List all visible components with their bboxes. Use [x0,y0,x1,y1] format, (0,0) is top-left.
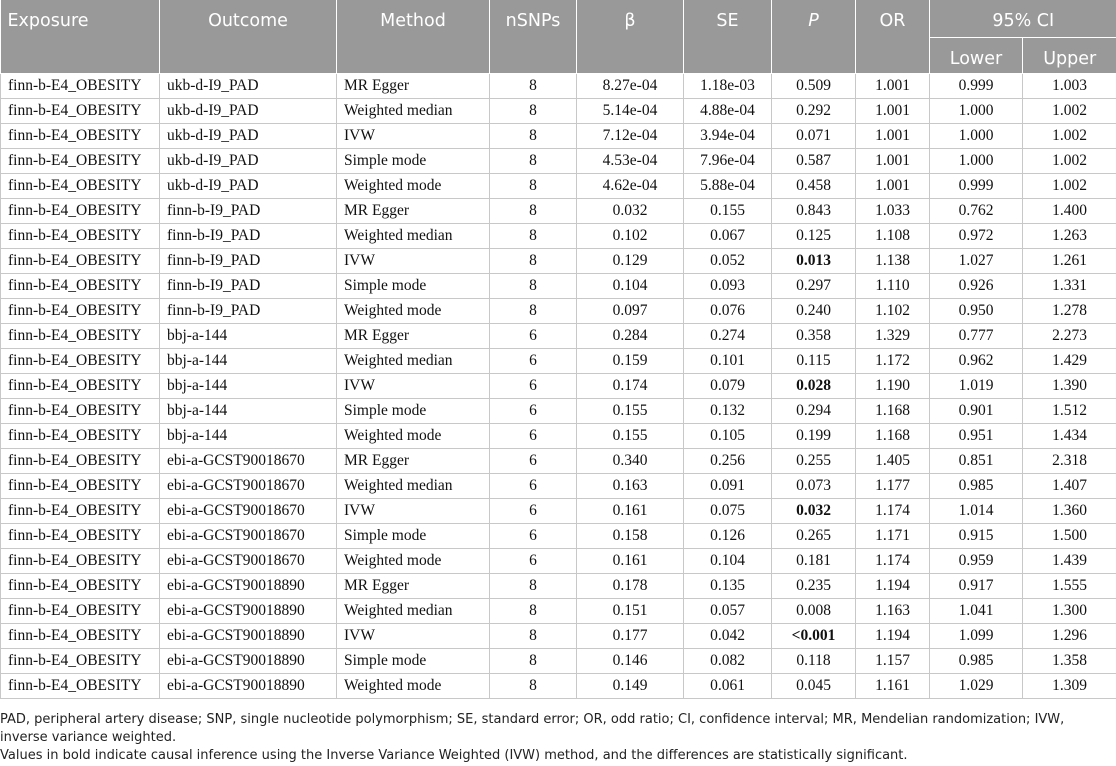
header-p: P [772,0,856,74]
cell-outcome: ebi-a-GCST90018890 [160,599,337,624]
cell-nsnps: 8 [490,174,577,199]
cell-nsnps: 6 [490,474,577,499]
cell-outcome: ebi-a-GCST90018890 [160,624,337,649]
cell-exposure: finn-b-E4_OBESITY [1,124,160,149]
cell-exposure: finn-b-E4_OBESITY [1,174,160,199]
header-se: SE [684,0,772,74]
cell-beta: 0.151 [577,599,684,624]
cell-exposure: finn-b-E4_OBESITY [1,374,160,399]
cell-method: Weighted median [337,599,490,624]
table-row [1,224,1116,249]
cell-lower: 0.926 [930,274,1023,299]
cell-nsnps: 8 [490,124,577,149]
cell-method: MR Egger [337,74,490,99]
table-row [1,674,1116,699]
cell-exposure: finn-b-E4_OBESITY [1,449,160,474]
table-row [1,549,1116,574]
cell-lower: 0.950 [930,299,1023,324]
cell-outcome: finn-b-I9_PAD [160,249,337,274]
cell-upper: 1.002 [1023,124,1116,149]
cell-upper: 1.300 [1023,599,1116,624]
cell-beta: 0.159 [577,349,684,374]
cell-or: 1.110 [856,274,930,299]
cell-outcome: finn-b-I9_PAD [160,274,337,299]
cell-nsnps: 8 [490,224,577,249]
cell-se: 0.082 [684,649,772,674]
cell-lower: 0.851 [930,449,1023,474]
cell-beta: 0.032 [577,199,684,224]
cell-p: 0.587 [772,149,856,174]
cell-beta: 0.129 [577,249,684,274]
cell-method: Weighted median [337,474,490,499]
cell-or: 1.168 [856,399,930,424]
header-exposure: Exposure [1,0,160,74]
cell-beta: 5.14e-04 [577,99,684,124]
cell-exposure: finn-b-E4_OBESITY [1,324,160,349]
cell-se: 0.042 [684,624,772,649]
cell-outcome: finn-b-I9_PAD [160,224,337,249]
cell-nsnps: 8 [490,99,577,124]
table-body [1,74,1116,699]
cell-lower: 1.027 [930,249,1023,274]
table-row [1,574,1116,599]
cell-p: 0.008 [772,599,856,624]
cell-or: 1.194 [856,624,930,649]
footnote-abbreviations: PAD, peripheral artery disease; SNP, single nucleotide polymorphism; SE, standard error; OR, odd ratio; CI, confidence interval; MR, Mendelian randomization; IVW, inverse variance weighted. [0,712,1065,745]
cell-upper: 1.261 [1023,249,1116,274]
cell-nsnps: 8 [490,199,577,224]
table-row [1,274,1116,299]
cell-lower: 0.917 [930,574,1023,599]
table-row [1,199,1116,224]
cell-method: IVW [337,499,490,524]
cell-lower: 0.915 [930,524,1023,549]
cell-upper: 1.500 [1023,524,1116,549]
cell-p: 0.255 [772,449,856,474]
cell-p: 0.032 [772,499,856,524]
cell-upper: 1.400 [1023,199,1116,224]
cell-se: 0.093 [684,274,772,299]
cell-nsnps: 8 [490,574,577,599]
cell-or: 1.172 [856,349,930,374]
cell-lower: 1.029 [930,674,1023,699]
header-ci-upper: Upper [1023,38,1116,74]
cell-beta: 0.340 [577,449,684,474]
table-row [1,474,1116,499]
cell-or: 1.001 [856,174,930,199]
cell-outcome: ebi-a-GCST90018670 [160,524,337,549]
cell-outcome: ebi-a-GCST90018670 [160,499,337,524]
cell-nsnps: 8 [490,649,577,674]
cell-p: 0.115 [772,349,856,374]
cell-or: 1.033 [856,199,930,224]
cell-or: 1.161 [856,674,930,699]
cell-lower: 1.014 [930,499,1023,524]
cell-method: IVW [337,624,490,649]
cell-beta: 0.102 [577,224,684,249]
table-row [1,449,1116,474]
cell-upper: 1.331 [1023,274,1116,299]
cell-upper: 1.003 [1023,74,1116,99]
cell-p: <0.001 [772,624,856,649]
cell-lower: 0.959 [930,549,1023,574]
cell-beta: 0.163 [577,474,684,499]
cell-p: 0.458 [772,174,856,199]
cell-beta: 0.174 [577,374,684,399]
cell-upper: 1.296 [1023,624,1116,649]
cell-or: 1.174 [856,499,930,524]
cell-se: 7.96e-04 [684,149,772,174]
cell-upper: 1.555 [1023,574,1116,599]
table-footnotes [0,711,1110,765]
cell-nsnps: 6 [490,399,577,424]
footnote-bold-note: Values in bold indicate causal inference using the Inverse Variance Weighted (IVW) method, and the differences are statistically significant. [0,748,908,763]
cell-outcome: bbj-a-144 [160,349,337,374]
cell-upper: 1.512 [1023,399,1116,424]
cell-or: 1.001 [856,124,930,149]
cell-p: 0.235 [772,574,856,599]
cell-upper: 1.002 [1023,174,1116,199]
cell-p: 0.125 [772,224,856,249]
cell-upper: 1.358 [1023,649,1116,674]
cell-se: 0.126 [684,524,772,549]
cell-nsnps: 8 [490,74,577,99]
cell-or: 1.138 [856,249,930,274]
cell-nsnps: 6 [490,549,577,574]
cell-lower: 0.951 [930,424,1023,449]
cell-p: 0.265 [772,524,856,549]
cell-lower: 1.000 [930,124,1023,149]
cell-beta: 0.161 [577,549,684,574]
cell-upper: 1.278 [1023,299,1116,324]
cell-method: Simple mode [337,274,490,299]
table-row [1,99,1116,124]
cell-or: 1.177 [856,474,930,499]
cell-upper: 1.439 [1023,549,1116,574]
cell-p: 0.292 [772,99,856,124]
cell-p: 0.297 [772,274,856,299]
cell-exposure: finn-b-E4_OBESITY [1,349,160,374]
cell-p: 0.118 [772,649,856,674]
cell-exposure: finn-b-E4_OBESITY [1,549,160,574]
cell-exposure: finn-b-E4_OBESITY [1,199,160,224]
cell-method: MR Egger [337,449,490,474]
cell-se: 0.101 [684,349,772,374]
cell-se: 0.075 [684,499,772,524]
cell-se: 0.067 [684,224,772,249]
cell-nsnps: 8 [490,599,577,624]
table-row [1,149,1116,174]
cell-outcome: finn-b-I9_PAD [160,299,337,324]
cell-exposure: finn-b-E4_OBESITY [1,399,160,424]
cell-outcome: ebi-a-GCST90018670 [160,474,337,499]
cell-or: 1.001 [856,149,930,174]
cell-upper: 2.273 [1023,324,1116,349]
table-row [1,424,1116,449]
cell-or: 1.329 [856,324,930,349]
cell-method: Weighted mode [337,299,490,324]
cell-upper: 1.360 [1023,499,1116,524]
cell-beta: 0.161 [577,499,684,524]
cell-method: Weighted median [337,349,490,374]
cell-nsnps: 8 [490,674,577,699]
cell-method: Simple mode [337,649,490,674]
cell-p: 0.181 [772,549,856,574]
cell-lower: 0.777 [930,324,1023,349]
cell-or: 1.174 [856,549,930,574]
cell-se: 1.18e-03 [684,74,772,99]
cell-nsnps: 8 [490,274,577,299]
cell-upper: 2.318 [1023,449,1116,474]
cell-lower: 0.962 [930,349,1023,374]
cell-outcome: ebi-a-GCST90018890 [160,649,337,674]
header-95ci: 95% CI [930,0,1116,38]
table-row [1,624,1116,649]
cell-lower: 1.000 [930,149,1023,174]
cell-lower: 1.019 [930,374,1023,399]
cell-lower: 1.099 [930,624,1023,649]
cell-se: 0.091 [684,474,772,499]
cell-method: Simple mode [337,399,490,424]
cell-lower: 0.972 [930,224,1023,249]
table-row [1,374,1116,399]
header-ci-lower: Lower [930,38,1023,74]
cell-method: IVW [337,249,490,274]
cell-beta: 7.12e-04 [577,124,684,149]
header-nsnps: nSNPs [490,0,577,74]
cell-p: 0.013 [772,249,856,274]
table-row [1,74,1116,99]
cell-method: MR Egger [337,199,490,224]
cell-se: 0.076 [684,299,772,324]
cell-se: 0.061 [684,674,772,699]
cell-se: 3.94e-04 [684,124,772,149]
cell-or: 1.157 [856,649,930,674]
cell-exposure: finn-b-E4_OBESITY [1,424,160,449]
cell-beta: 0.146 [577,649,684,674]
cell-upper: 1.002 [1023,99,1116,124]
cell-beta: 0.155 [577,424,684,449]
cell-exposure: finn-b-E4_OBESITY [1,624,160,649]
cell-exposure: finn-b-E4_OBESITY [1,299,160,324]
cell-p: 0.509 [772,74,856,99]
cell-se: 0.132 [684,399,772,424]
cell-se: 0.274 [684,324,772,349]
cell-exposure: finn-b-E4_OBESITY [1,149,160,174]
cell-lower: 0.985 [930,474,1023,499]
cell-outcome: ebi-a-GCST90018670 [160,449,337,474]
cell-se: 5.88e-04 [684,174,772,199]
cell-or: 1.171 [856,524,930,549]
cell-upper: 1.002 [1023,149,1116,174]
cell-method: IVW [337,124,490,149]
table-row [1,349,1116,374]
cell-outcome: bbj-a-144 [160,324,337,349]
cell-nsnps: 8 [490,299,577,324]
cell-or: 1.163 [856,599,930,624]
cell-exposure: finn-b-E4_OBESITY [1,274,160,299]
header-beta: β [577,0,684,74]
cell-exposure: finn-b-E4_OBESITY [1,224,160,249]
cell-beta: 0.284 [577,324,684,349]
cell-lower: 0.985 [930,649,1023,674]
cell-beta: 0.097 [577,299,684,324]
cell-beta: 0.178 [577,574,684,599]
cell-exposure: finn-b-E4_OBESITY [1,524,160,549]
cell-nsnps: 8 [490,149,577,174]
cell-beta: 0.155 [577,399,684,424]
cell-method: Weighted mode [337,174,490,199]
cell-method: MR Egger [337,324,490,349]
cell-outcome: bbj-a-144 [160,374,337,399]
header-method: Method [337,0,490,74]
header-or: OR [856,0,930,74]
cell-outcome: ebi-a-GCST90018890 [160,674,337,699]
cell-or: 1.108 [856,224,930,249]
cell-exposure: finn-b-E4_OBESITY [1,674,160,699]
cell-outcome: ukb-d-I9_PAD [160,74,337,99]
cell-lower: 1.000 [930,99,1023,124]
cell-outcome: ukb-d-I9_PAD [160,149,337,174]
cell-se: 0.052 [684,249,772,274]
cell-or: 1.194 [856,574,930,599]
cell-se: 0.104 [684,549,772,574]
cell-p: 0.028 [772,374,856,399]
cell-beta: 4.53e-04 [577,149,684,174]
cell-outcome: bbj-a-144 [160,424,337,449]
cell-beta: 8.27e-04 [577,74,684,99]
cell-method: Weighted median [337,99,490,124]
cell-method: Simple mode [337,149,490,174]
cell-or: 1.001 [856,99,930,124]
cell-nsnps: 6 [490,349,577,374]
table-row [1,124,1116,149]
cell-lower: 0.901 [930,399,1023,424]
cell-outcome: ukb-d-I9_PAD [160,174,337,199]
cell-method: Weighted mode [337,549,490,574]
table-row [1,524,1116,549]
cell-se: 0.155 [684,199,772,224]
table-row [1,599,1116,624]
cell-nsnps: 6 [490,499,577,524]
cell-method: IVW [337,374,490,399]
cell-or: 1.168 [856,424,930,449]
cell-se: 0.135 [684,574,772,599]
table-row [1,249,1116,274]
cell-or: 1.102 [856,299,930,324]
cell-exposure: finn-b-E4_OBESITY [1,499,160,524]
cell-nsnps: 8 [490,249,577,274]
cell-beta: 4.62e-04 [577,174,684,199]
cell-nsnps: 6 [490,449,577,474]
cell-lower: 1.041 [930,599,1023,624]
cell-nsnps: 8 [490,624,577,649]
cell-p: 0.240 [772,299,856,324]
cell-method: MR Egger [337,574,490,599]
table-row [1,649,1116,674]
cell-p: 0.843 [772,199,856,224]
cell-outcome: ebi-a-GCST90018670 [160,549,337,574]
cell-outcome: ukb-d-I9_PAD [160,124,337,149]
cell-method: Simple mode [337,524,490,549]
cell-upper: 1.434 [1023,424,1116,449]
cell-p: 0.071 [772,124,856,149]
cell-upper: 1.263 [1023,224,1116,249]
cell-p: 0.073 [772,474,856,499]
cell-exposure: finn-b-E4_OBESITY [1,249,160,274]
cell-se: 0.079 [684,374,772,399]
cell-p: 0.199 [772,424,856,449]
cell-se: 4.88e-04 [684,99,772,124]
cell-exposure: finn-b-E4_OBESITY [1,474,160,499]
cell-lower: 0.999 [930,174,1023,199]
table-row [1,399,1116,424]
cell-nsnps: 6 [490,324,577,349]
cell-beta: 0.149 [577,674,684,699]
cell-exposure: finn-b-E4_OBESITY [1,649,160,674]
table-row [1,324,1116,349]
cell-or: 1.405 [856,449,930,474]
cell-beta: 0.158 [577,524,684,549]
cell-upper: 1.429 [1023,349,1116,374]
cell-se: 0.256 [684,449,772,474]
cell-p: 0.294 [772,399,856,424]
cell-lower: 0.999 [930,74,1023,99]
cell-nsnps: 6 [490,524,577,549]
cell-upper: 1.390 [1023,374,1116,399]
cell-se: 0.105 [684,424,772,449]
cell-method: Weighted median [337,224,490,249]
table-row [1,174,1116,199]
cell-exposure: finn-b-E4_OBESITY [1,99,160,124]
cell-upper: 1.309 [1023,674,1116,699]
cell-method: Weighted mode [337,674,490,699]
cell-outcome: bbj-a-144 [160,399,337,424]
cell-se: 0.057 [684,599,772,624]
cell-exposure: finn-b-E4_OBESITY [1,574,160,599]
cell-p: 0.045 [772,674,856,699]
cell-outcome: finn-b-I9_PAD [160,199,337,224]
cell-outcome: ukb-d-I9_PAD [160,99,337,124]
cell-nsnps: 6 [490,374,577,399]
cell-upper: 1.407 [1023,474,1116,499]
cell-nsnps: 6 [490,424,577,449]
cell-lower: 0.762 [930,199,1023,224]
table-row [1,299,1116,324]
header-outcome: Outcome [160,0,337,74]
table-row [1,499,1116,524]
cell-exposure: finn-b-E4_OBESITY [1,599,160,624]
cell-exposure: finn-b-E4_OBESITY [1,74,160,99]
cell-p: 0.358 [772,324,856,349]
cell-or: 1.001 [856,74,930,99]
cell-outcome: ebi-a-GCST90018890 [160,574,337,599]
cell-beta: 0.104 [577,274,684,299]
cell-beta: 0.177 [577,624,684,649]
cell-or: 1.190 [856,374,930,399]
cell-method: Weighted mode [337,424,490,449]
